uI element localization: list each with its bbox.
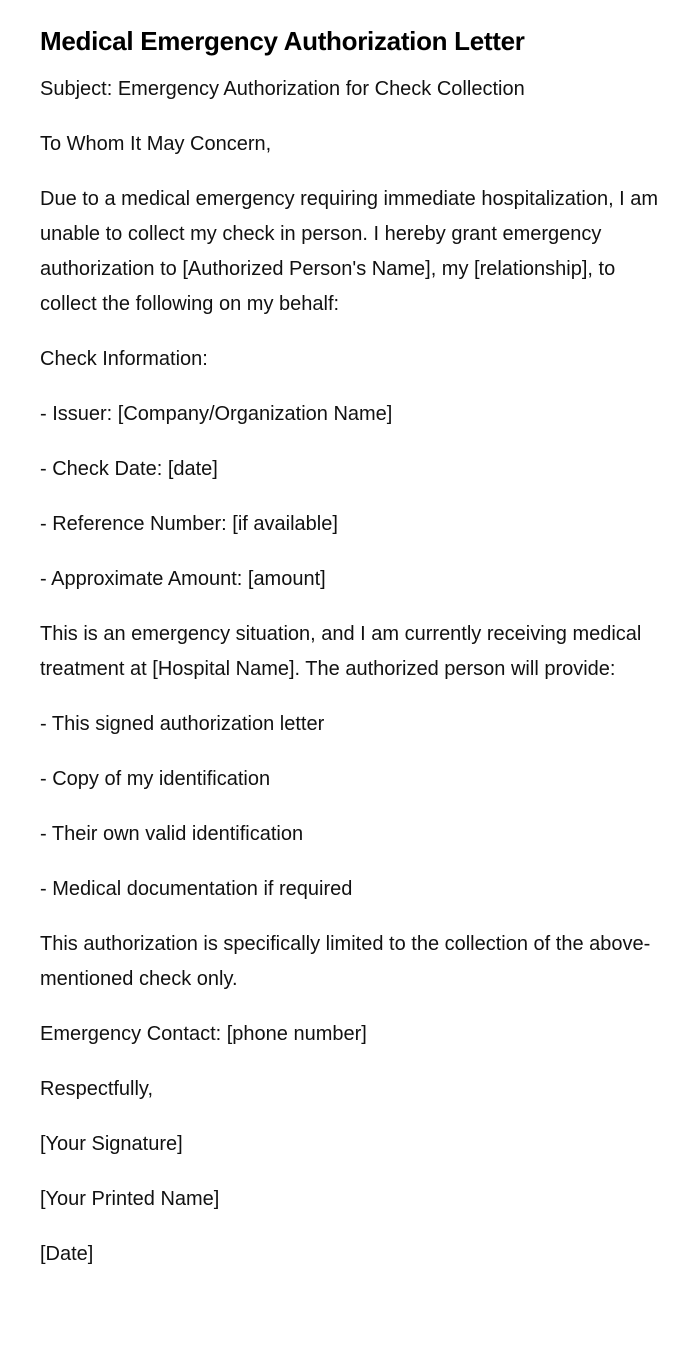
provide-item-own-id: - Their own valid identification (40, 823, 304, 845)
situation-paragraph: This is an emergency situation, and I am currently receiving medical treatment at [Hospital Name]. The authorized person will provide: (40, 623, 642, 680)
check-info-heading: Check Information: (40, 348, 208, 370)
closing: Respectfully, (40, 1078, 154, 1100)
letter-title: Medical Emergency Authorization Letter (40, 26, 525, 56)
signature-placeholder: [Your Signature] (40, 1133, 183, 1155)
salutation: To Whom It May Concern, (40, 133, 272, 155)
provide-item-medical-docs: - Medical documentation if required (40, 878, 353, 900)
check-item-reference: - Reference Number: [if available] (40, 513, 338, 535)
check-item-amount: - Approximate Amount: [amount] (40, 568, 326, 590)
provide-item-copy-id: - Copy of my identification (40, 768, 271, 790)
printed-name-placeholder: [Your Printed Name] (40, 1188, 220, 1210)
subject-line: Subject: Emergency Authorization for Check Collection (40, 78, 525, 100)
limitation-paragraph: This authorization is specifically limited to the collection of the above-mentioned check only. (40, 933, 651, 990)
emergency-contact: Emergency Contact: [phone number] (40, 1023, 367, 1045)
provide-item-letter: - This signed authorization letter (40, 713, 325, 735)
check-item-date: - Check Date: [date] (40, 458, 218, 480)
check-item-issuer: - Issuer: [Company/Organization Name] (40, 403, 393, 425)
intro-paragraph: Due to a medical emergency requiring immediate hospitalization, I am unable to collect my check in person. I hereby grant emergency authorization to [Authorized Person's Name], my [relationship], to collect the following on my behalf: (40, 188, 659, 315)
date-placeholder: [Date] (40, 1243, 94, 1265)
